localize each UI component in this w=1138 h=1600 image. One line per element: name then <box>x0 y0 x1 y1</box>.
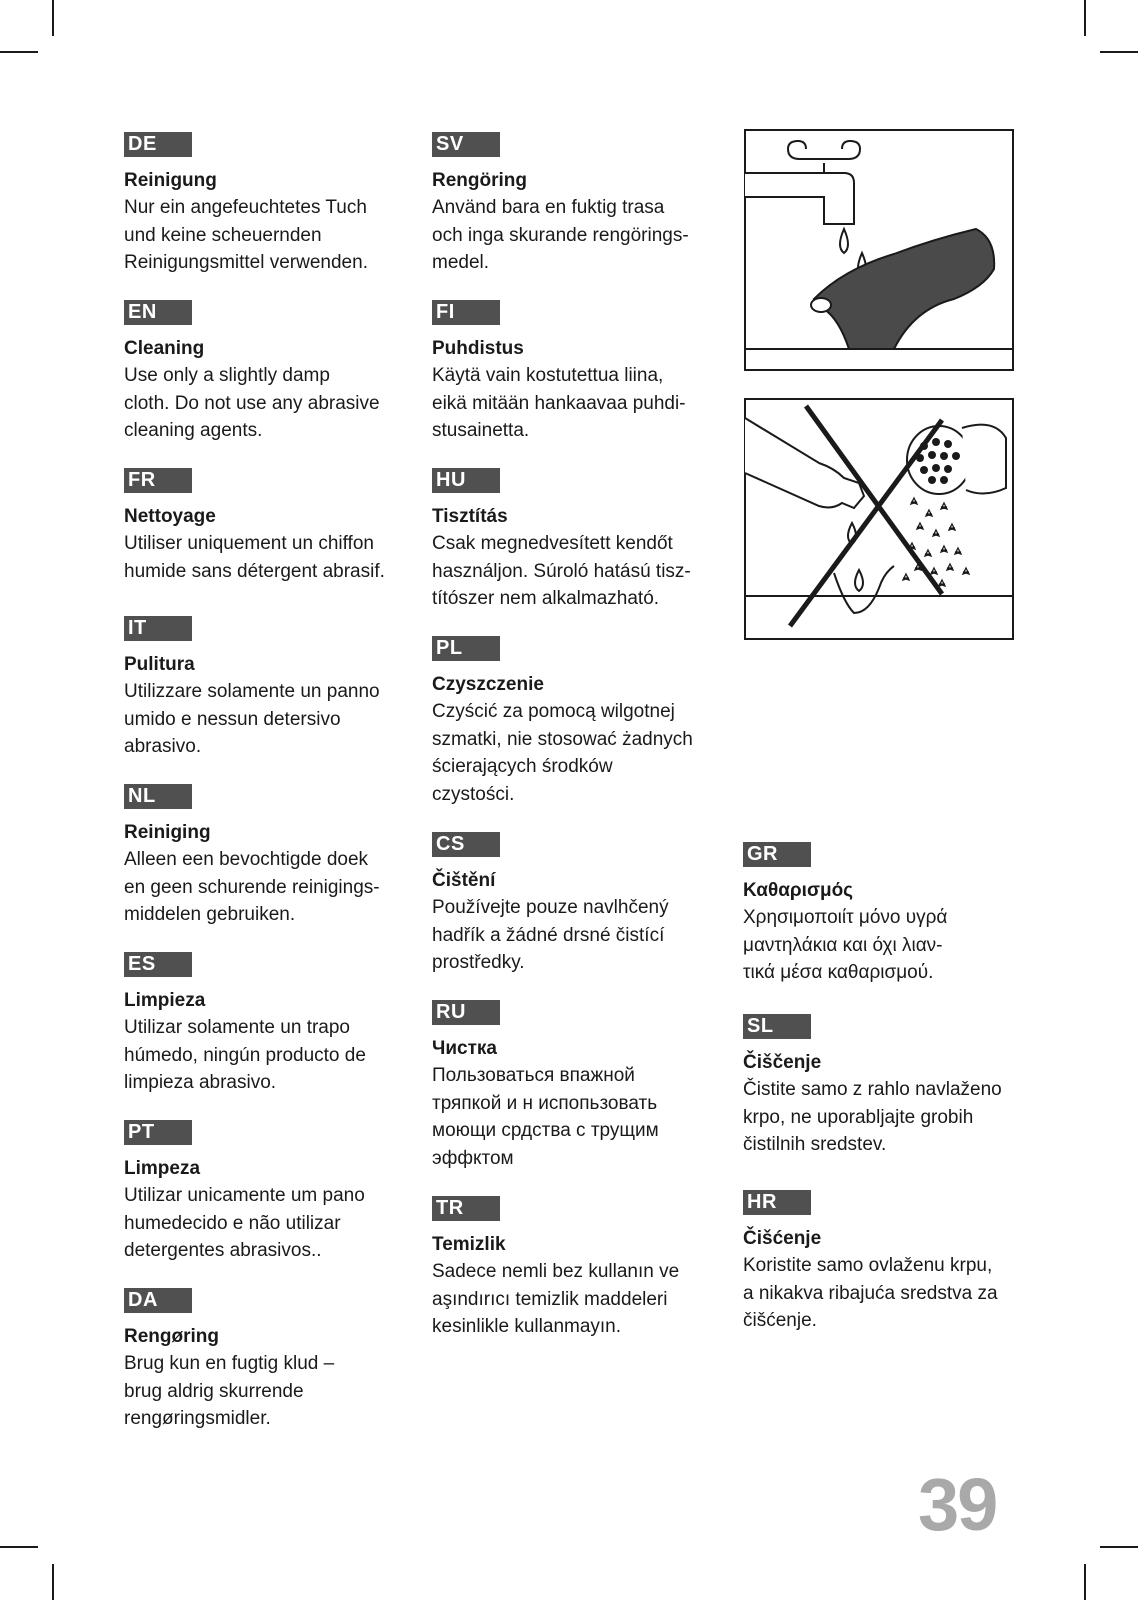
section-it <box>124 616 399 761</box>
section-fr <box>124 468 399 585</box>
section-text: Sadece nemli bez kullanın ve aşındırıcı temizlik maddeleri kesinlikle kullanmayın. <box>432 1261 680 1337</box>
section-text: Koristite samo ovlaženu krpu, a nikakva ribajuća sredstva za čišćenje. <box>743 1255 998 1331</box>
section-text: Czyścić za pomocą wilgotnej szmatki, nie stosować żadnych ścierających środków czystości. <box>432 701 693 805</box>
faucet-wet-cloth-icon <box>744 129 1016 373</box>
section-pl <box>432 636 707 808</box>
language-tag: FI <box>432 300 500 325</box>
section-nl <box>124 784 399 929</box>
section-pt <box>124 1120 399 1265</box>
section-title: Cleaning <box>124 338 205 359</box>
crop-mark <box>52 1564 54 1600</box>
crop-mark <box>0 1546 38 1548</box>
section-title: Limpeza <box>124 1158 201 1179</box>
language-tag: RU <box>432 1000 500 1025</box>
section-title: Чистка <box>432 1038 497 1059</box>
section-es <box>124 952 399 1097</box>
section-cs <box>432 832 707 977</box>
section-da <box>124 1288 399 1433</box>
language-tag: NL <box>124 784 192 809</box>
language-tag: ES <box>124 952 192 977</box>
language-tag: TR <box>432 1196 500 1221</box>
crop-mark <box>1084 0 1086 36</box>
crop-mark <box>1100 1546 1138 1548</box>
language-tag: FR <box>124 468 192 493</box>
language-tag: HU <box>432 468 500 493</box>
page-number: 39 <box>918 1463 997 1546</box>
language-tag: SV <box>432 132 500 157</box>
section-gr <box>743 842 1018 987</box>
section-text: Brug kun en fugtig klud – brug aldrig skurrende rengøringsmidler. <box>124 1353 335 1429</box>
no-abrasive-cleaner-icon <box>744 398 1016 642</box>
section-title: Čiščenje <box>743 1052 822 1073</box>
section-text: Csak megnedvesített kendőt használjon. Súroló hatású tisz- títószer nem alkalmazható. <box>432 533 691 609</box>
section-text: Čistite samo z rahlo navlaženo krpo, ne uporabljajte grobih čistilnih sredstev. <box>743 1079 1002 1155</box>
section-sl <box>743 1014 1018 1159</box>
section-text: Пользоваться впажной тряпкой и н испопьзовать моющи срдства с трущим эффктом <box>432 1065 659 1169</box>
section-text: Använd bara en fuktig trasa och inga skurande rengörings- medel. <box>432 197 689 273</box>
section-de <box>124 132 399 277</box>
section-ru <box>432 1000 707 1172</box>
section-fi <box>432 300 707 445</box>
section-tr <box>432 1196 707 1341</box>
section-title: Reinigung <box>124 170 217 191</box>
language-tag: SL <box>743 1014 811 1039</box>
section-text: Utilizar unicamente um pano humedecido e não utilizar detergentes abrasivos.. <box>124 1185 365 1261</box>
language-tag: PT <box>124 1120 192 1145</box>
section-title: Rengøring <box>124 1326 219 1347</box>
section-hr <box>743 1190 1018 1335</box>
section-en <box>124 300 399 445</box>
language-tag: EN <box>124 300 192 325</box>
section-title: Καθαρισμός <box>743 880 854 901</box>
section-text: Alleen een bevochtigde doek en geen schurende reinigings- middelen gebruiken. <box>124 849 380 925</box>
section-hu <box>432 468 707 613</box>
section-title: Nettoyage <box>124 506 216 527</box>
language-tag: PL <box>432 636 500 661</box>
crop-mark <box>52 0 54 36</box>
section-text: Χρησιμοποιίτ μόνο υγρά μαντηλάκια και όχι λιαν- τικά μέσα καθαρισμού. <box>743 907 948 983</box>
section-title: Čištění <box>432 870 496 891</box>
section-sv <box>432 132 707 277</box>
section-title: Tisztítás <box>432 506 508 527</box>
language-tag: HR <box>743 1190 811 1215</box>
section-text: Käytä vain kostutettua liina, eikä mitään hankaavaa puhdi- stusainetta. <box>432 365 686 441</box>
section-title: Czyszczenie <box>432 674 544 695</box>
language-tag: DA <box>124 1288 192 1313</box>
section-text: Utilizar solamente un trapo húmedo, ningún producto de limpieza abrasivo. <box>124 1017 366 1093</box>
language-tag: DE <box>124 132 192 157</box>
section-text: Utilizzare solamente un panno umido e nessun detersivo abrasivo. <box>124 681 380 757</box>
crop-mark <box>1084 1564 1086 1600</box>
section-text: Nur ein angefeuchtetes Tuch und keine scheuernden Reinigungsmittel verwenden. <box>124 197 368 273</box>
section-text: Používejte pouze navlhčený hadřík a žádné drsné čistící prostředky. <box>432 897 669 973</box>
section-title: Čišćenje <box>743 1228 822 1249</box>
language-tag: CS <box>432 832 500 857</box>
section-text: Use only a slightly damp cloth. Do not use any abrasive cleaning agents. <box>124 365 380 441</box>
section-title: Pulitura <box>124 654 195 675</box>
section-title: Rengöring <box>432 170 527 191</box>
language-tag: GR <box>743 842 811 867</box>
crop-mark <box>1100 51 1138 53</box>
section-title: Limpieza <box>124 990 206 1011</box>
section-title: Reiniging <box>124 822 211 843</box>
crop-mark <box>0 51 38 53</box>
language-tag: IT <box>124 616 192 641</box>
section-title: Puhdistus <box>432 338 524 359</box>
section-title: Temizlik <box>432 1234 506 1255</box>
section-text: Utiliser uniquement un chiffon humide sans détergent abrasif. <box>124 533 385 582</box>
